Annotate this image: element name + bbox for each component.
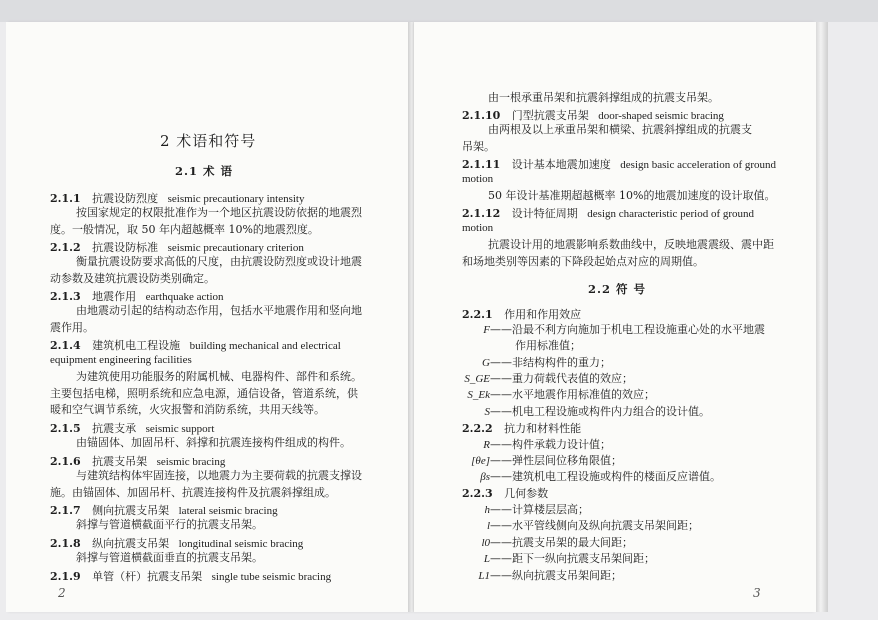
symbol: l0 [481,537,490,549]
symbol-desc: ——抗震支吊架的最大间距； [490,536,633,549]
term-body: 暖和空气调节系统，火灾报警和消防系统，共用天线等。 [50,403,325,416]
term-body: 斜撑与管道横截面平行的抗震支吊架。 [76,518,263,531]
symbol-desc: ——建筑机电工程设施或构件的楼面反应谱值。 [490,470,721,483]
symbol-row [467,386,655,402]
symbol: F [483,324,490,336]
term-number: 2.1.7 [50,504,81,517]
term-en: longitudinal seismic bracing [178,538,304,550]
symbol: G [482,357,490,369]
section-title-symbols: 2.2 符 号 [588,282,647,296]
term-zh: 地震作用 [92,290,137,303]
chapter-title: 2 术语和符号 [160,132,257,150]
term-body: 震作用。 [50,321,94,334]
group-number: 2.2.1 [462,308,493,321]
scan-background [0,0,878,22]
symbol-desc: ——水平管线侧向及纵向抗震支吊架间距； [490,519,699,532]
term-body: 50 年设计基准期超越概率 10%的地震加速度的设计取值。 [488,189,776,202]
group-title: 作用和作用效应 [504,308,582,321]
term-heading [50,453,225,469]
term-number: 2.1.3 [50,290,81,303]
term-number: 2.1.8 [50,537,81,550]
term-zh: 侧向抗震支吊架 [92,504,170,517]
term-zh: 抗震支吊架 [92,455,148,468]
symbol-row [471,452,622,468]
term-zh: 设计特征周期 [511,207,578,220]
term-heading [462,205,754,221]
symbol-group-heading [462,420,581,436]
term-body: 按国家规定的权限批准作为一个地区抗震设防依据的地震烈 [76,206,362,219]
symbol-row [474,436,611,452]
term-en-line2: motion [462,222,494,234]
symbol-row [474,468,721,484]
group-title: 抗力和材料性能 [504,422,582,435]
term-number: 2.1.5 [50,422,81,435]
term-body: 由锚固体、加固吊杆、斜撑和抗震连接构件组成的构件。 [76,436,351,449]
term-heading [50,337,341,353]
term-en: single tube seismic bracing [211,571,332,583]
term-heading [50,535,303,551]
term-en: seismic support [145,423,215,435]
term-body: 主要包括电梯，照明系统和应急电源，通信设备，管道系统，供 [50,387,358,400]
term-zh: 抗震设防标准 [92,241,159,254]
term-en-line2: equipment engineering facilities [50,354,192,366]
symbol: S_GE [464,373,490,385]
symbol-desc: ——非结构构件的重力； [490,356,611,369]
term-heading [462,156,776,172]
page-number-left: 2 [58,586,66,600]
symbol-group-heading [462,485,548,501]
symbol-desc: ——水平地震作用标准值的效应； [490,388,655,401]
symbol-row [474,534,633,550]
symbol: S [484,406,490,418]
term-body: 动参数及建筑抗震设防类别确定。 [50,272,215,285]
term-body: 为建筑使用功能服务的附属机械、电器构件、部件和系统。 [76,370,362,383]
term-heading [50,568,331,584]
term-body: 抗震设计用的地震影响系数曲线中，反映地震震级、震中距 [488,238,774,251]
term-body: 由两根及以上承重吊架和横梁、抗震斜撑组成的抗震支 [488,123,752,136]
term-en: seismic precautionary intensity [167,193,305,205]
term-number: 2.1.9 [50,570,81,583]
term-en: door-shaped seismic bracing [598,110,724,122]
term-heading [50,420,214,436]
term-en: design characteristic period of ground [587,208,755,220]
symbol-desc: ——构件承载力设计值； [490,438,611,451]
symbol-desc: ——纵向抗震支吊架间距； [490,569,622,582]
symbol: [θe] [471,455,490,467]
symbol: h [484,504,490,516]
term-en: design basic acceleration of ground [620,159,777,171]
symbol: βs [480,471,490,483]
term-body: 施。由锚固体、加固吊杆、抗震连接构件及抗震斜撑组成。 [50,486,336,499]
term-number: 2.1.4 [50,339,81,352]
term-body: 与建筑结构体牢固连接，以地震力为主要荷载的抗震支撑设 [76,469,362,482]
term-en: earthquake action [145,291,224,303]
term-number: 2.1.6 [50,455,81,468]
symbol-desc: ——弹性层间位移角限值； [490,454,622,467]
symbol-row [474,550,655,566]
term-body: 衡量抗震设防要求高低的尺度，由抗震设防烈度或设计地震 [76,255,362,268]
symbol-row [474,403,710,419]
symbol-row [464,370,633,386]
symbol-desc: ——重力荷载代表值的效应； [490,372,633,385]
group-number: 2.2.3 [462,487,493,500]
term-number: 2.1.12 [462,207,501,220]
term-body: 吊架。 [462,140,495,153]
symbol-row [474,354,611,370]
term-heading [50,502,278,518]
term-en-continued [50,353,192,366]
symbol: L1 [478,570,490,582]
symbol-desc: ——距下一纵向抗震支吊架间距； [490,552,655,565]
term-en-continued [462,221,493,234]
term-heading [50,190,304,206]
term-zh: 抗震设防烈度 [92,192,159,205]
symbol-row [474,501,589,517]
section-title-terms: 2.1 术 语 [175,164,234,178]
term-body: 由地震动引起的结构动态作用，包括水平地震作用和竖向地 [76,304,362,317]
group-number: 2.2.2 [462,422,493,435]
symbol-row [474,321,765,337]
symbol: l [486,520,490,532]
term-en: seismic bracing [156,456,226,468]
term-body: 度。一般情况，取 50 年内超越概率 10%的地震烈度。 [50,223,319,236]
term-number: 2.1.2 [50,241,81,254]
term-zh: 单管（杆）抗震支吊架 [92,570,203,583]
term-heading [50,288,224,304]
term-zh: 设计基本地震加速度 [511,158,611,171]
term-en: seismic precautionary criterion [167,242,304,254]
symbol-desc-continued: 作用标准值； [515,339,581,352]
symbol-desc: ——机电工程设施或构件内力组合的设计值。 [490,405,710,418]
symbol-desc: ——沿最不利方向施加于机电工程设施重心处的水平地震 [490,323,765,336]
symbol: L [483,553,490,565]
term-number: 2.1.11 [462,158,501,171]
symbol-desc: ——计算楼层层高； [490,503,589,516]
symbol-row [474,567,622,583]
term-number: 2.1.1 [50,192,81,205]
term-zh: 抗震支承 [92,422,137,435]
term-zh: 门型抗震支吊架 [511,109,589,122]
term-en: building mechanical and electrical [189,340,341,352]
symbol-group-heading [462,306,581,322]
symbol: S_Ek [467,389,490,401]
term-body: 斜撑与管道横截面垂直的抗震支吊架。 [76,551,263,564]
term-zh: 纵向抗震支吊架 [92,537,170,550]
term-en: lateral seismic bracing [178,505,278,517]
term-en-continued [462,172,493,185]
symbol: R [483,439,490,451]
term-body: 和场地类别等因素的下降段起始点对应的周期值。 [462,255,704,268]
term-number: 2.1.10 [462,109,501,122]
term-body-continued: 由一根承重吊架和抗震斜撑组成的抗震支吊架。 [488,91,719,104]
page-number-right: 3 [753,586,761,600]
term-heading [462,107,724,123]
symbol-row [474,517,699,533]
group-title: 几何参数 [504,487,549,500]
term-zh: 建筑机电工程设施 [92,339,181,352]
term-heading [50,239,304,255]
term-en-line2: motion [462,173,494,185]
page-edge [816,22,828,612]
